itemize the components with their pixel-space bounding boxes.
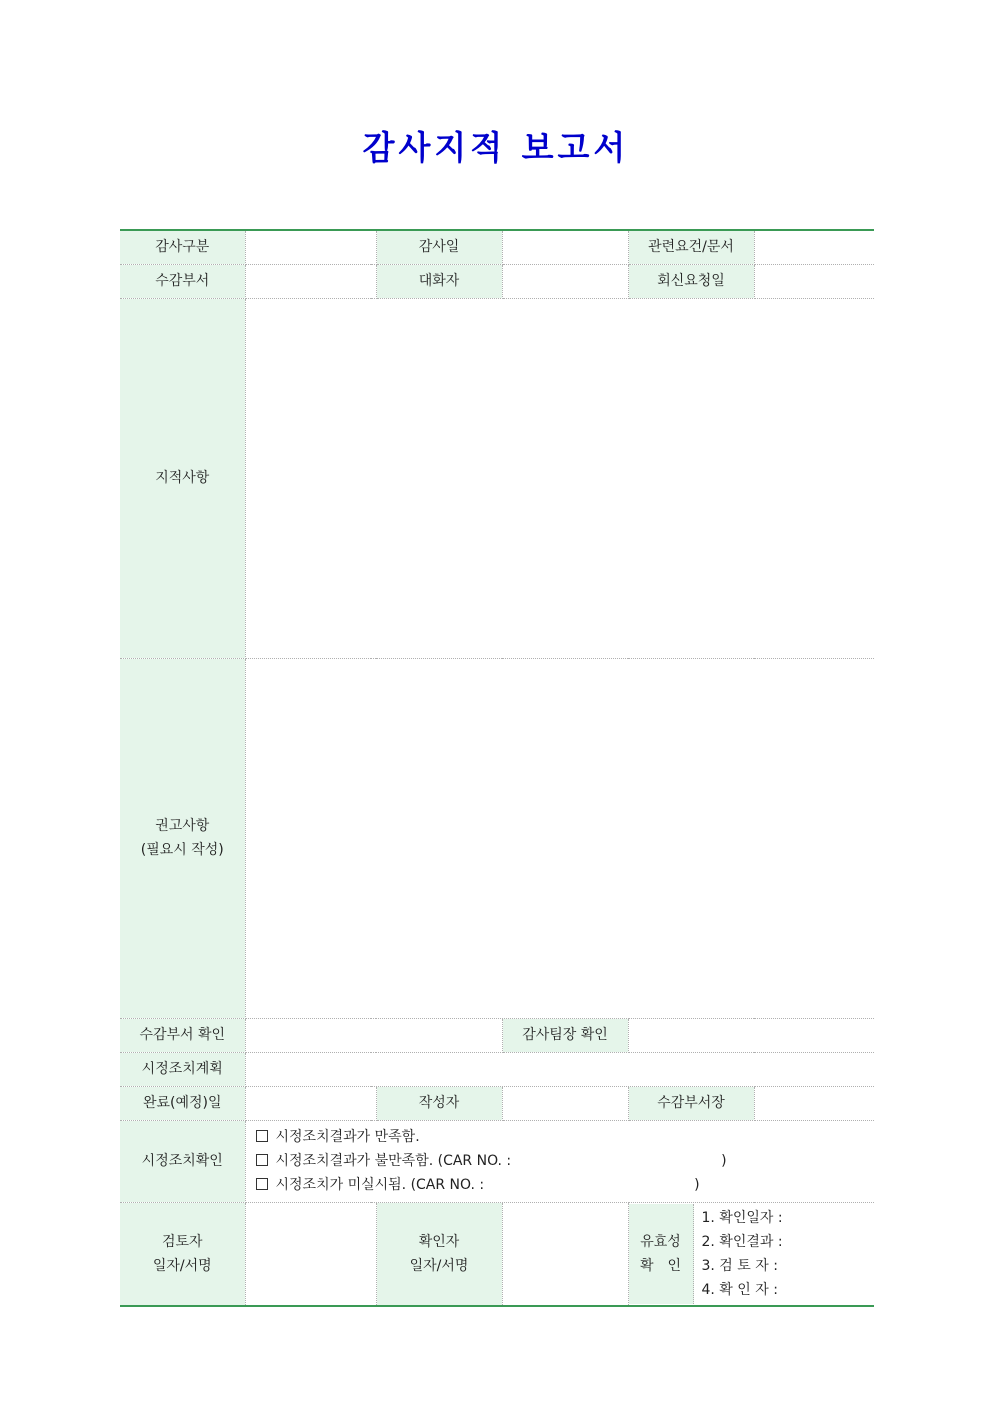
audit-type-label: 감사구분 — [120, 230, 245, 264]
corrective-check-label: 시정조치확인 — [120, 1120, 245, 1202]
audit-date-field[interactable] — [502, 230, 628, 264]
corrective-option-unsatisfied[interactable] — [256, 1149, 875, 1173]
validity-cell — [628, 1202, 874, 1306]
related-doc-label: 관련요건/문서 — [628, 230, 754, 264]
recommendations-label-line2: (필요시 작성) — [140, 842, 224, 858]
audit-report-form — [120, 229, 874, 1307]
car-no-close-paren: ) — [694, 1177, 700, 1193]
car-no-close-paren: ) — [721, 1153, 727, 1169]
row-corrective-plan — [120, 1052, 874, 1086]
interviewee-field[interactable] — [502, 264, 628, 298]
validity-item-date[interactable]: 1. 확인일자 : — [701, 1209, 783, 1226]
recommendations-field[interactable] — [245, 658, 874, 1018]
dept-confirm-label: 수감부서 확인 — [120, 1018, 245, 1052]
row-audit-type — [120, 230, 874, 264]
checkbox-icon[interactable] — [256, 1154, 268, 1166]
author-field[interactable] — [502, 1086, 628, 1120]
corrective-option-text: 시정조치결과가 만족함. — [275, 1129, 420, 1145]
row-completion-date — [120, 1086, 874, 1120]
team-lead-confirm-label: 감사팀장 확인 — [502, 1018, 628, 1052]
reviewer-label — [120, 1202, 245, 1306]
corrective-check-field — [245, 1120, 874, 1202]
findings-field[interactable] — [245, 298, 874, 658]
completion-date-field[interactable] — [245, 1086, 376, 1120]
row-confirmations — [120, 1018, 874, 1052]
corrective-plan-field[interactable] — [245, 1052, 874, 1086]
recommendations-label-line1: 권고사항 — [155, 818, 210, 834]
corrective-option-text: 시정조치결과가 불만족함. (CAR NO. : — [275, 1153, 512, 1169]
validity-item-reviewer[interactable]: 3. 검 토 자 : — [701, 1257, 778, 1274]
checkbox-icon[interactable] — [256, 1178, 268, 1190]
audit-type-field[interactable] — [245, 230, 376, 264]
interviewee-label: 대화자 — [376, 264, 502, 298]
validity-items — [694, 1204, 783, 1304]
confirmer-field[interactable] — [502, 1202, 628, 1306]
row-findings — [120, 298, 874, 658]
validity-item-confirmer[interactable]: 4. 확 인 자 : — [701, 1281, 778, 1298]
reply-request-date-label: 회신요청일 — [628, 264, 754, 298]
corrective-plan-label: 시정조치계획 — [120, 1052, 245, 1086]
findings-label: 지적사항 — [120, 298, 245, 658]
row-signatures — [120, 1202, 874, 1306]
audited-dept-field[interactable] — [245, 264, 376, 298]
author-label: 작성자 — [376, 1086, 502, 1120]
dept-confirm-field[interactable] — [245, 1018, 502, 1052]
corrective-option-not-implemented[interactable] — [256, 1173, 875, 1197]
corrective-option-satisfied[interactable] — [256, 1125, 875, 1149]
confirmer-label-line2: 일자/서명 — [409, 1257, 469, 1274]
corrective-options-list — [246, 1121, 875, 1201]
corrective-option-text: 시정조치가 미실시됨. (CAR NO. : — [275, 1177, 485, 1193]
checkbox-icon[interactable] — [256, 1130, 268, 1142]
row-audited-dept — [120, 264, 874, 298]
audit-date-label: 감사일 — [376, 230, 502, 264]
recommendations-label — [120, 658, 245, 1018]
reviewer-field[interactable] — [245, 1202, 376, 1306]
row-corrective-check — [120, 1120, 874, 1202]
team-lead-confirm-field[interactable] — [628, 1018, 874, 1052]
validity-item-result[interactable]: 2. 확인결과 : — [701, 1233, 783, 1250]
confirmer-label-line1: 확인자 — [418, 1233, 460, 1250]
reviewer-label-line2: 일자/서명 — [152, 1257, 212, 1274]
row-recommendations — [120, 658, 874, 1018]
validity-label-line1: 유효성 — [640, 1233, 681, 1250]
completion-date-label: 완료(예정)일 — [120, 1086, 245, 1120]
dept-head-field[interactable] — [754, 1086, 874, 1120]
page-title: 감사지적 보고서 — [362, 128, 630, 167]
validity-label-line2: 확 인 — [639, 1257, 682, 1274]
audited-dept-label: 수감부서 — [120, 264, 245, 298]
related-doc-field[interactable] — [754, 230, 874, 264]
confirmer-label — [376, 1202, 502, 1306]
reply-request-date-field[interactable] — [754, 264, 874, 298]
reviewer-label-line1: 검토자 — [161, 1233, 203, 1250]
validity-label — [629, 1204, 694, 1304]
dept-head-label: 수감부서장 — [628, 1086, 754, 1120]
